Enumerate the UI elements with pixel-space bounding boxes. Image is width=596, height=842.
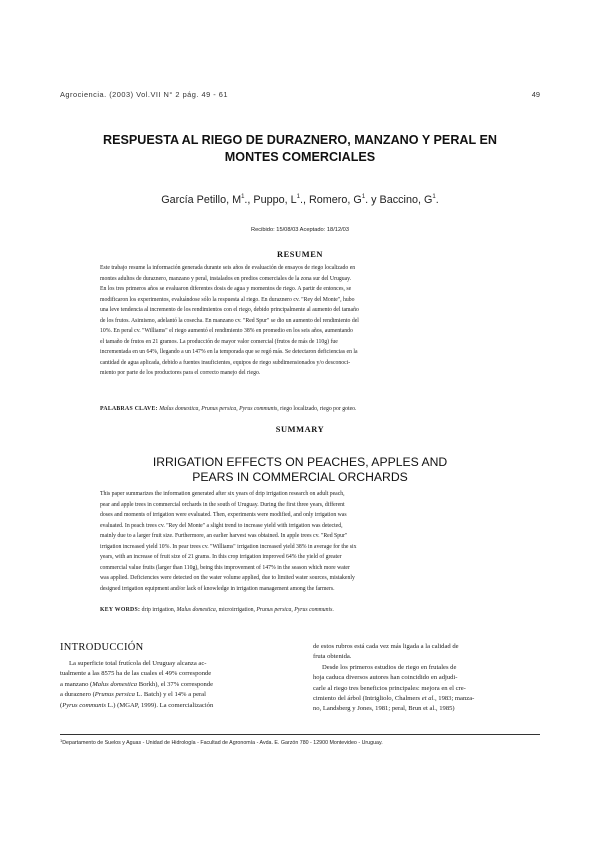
- intro-right-column: [313, 642, 545, 715]
- affiliation-mark: 1: [432, 194, 436, 200]
- introduccion-heading: INTRODUCCIÓN: [60, 642, 144, 653]
- footnote-divider: [60, 734, 540, 735]
- text-run: (: [60, 701, 63, 709]
- key-words: [100, 605, 500, 615]
- author-end: .: [435, 194, 439, 206]
- text-run: a manzano (: [60, 680, 93, 688]
- author-1: García Petillo, M: [161, 194, 242, 206]
- text-run: L. Batch) y el 14% a peral: [134, 691, 206, 699]
- body-line: de estos rubros está cada vez más ligada a la calidad de: [313, 643, 459, 650]
- abstract-line: montes adultos de duraznero, manzano y peral, instalados en predios comerciales de la zona sur del Uruguay.: [100, 275, 352, 282]
- species-name: Malus domestica: [92, 680, 138, 688]
- keywords-species: Malus domestica: [176, 607, 216, 613]
- journal-citation: Agrociencia. (2003) Vol.VII N° 2 pág. 49 - 61: [60, 90, 229, 99]
- keywords-species: Prunus persica, Pyrus communis: [256, 607, 333, 613]
- english-title-line-1: IRRIGATION EFFECTS ON PEACHES, APPLES AND: [152, 455, 448, 469]
- summary-line: pear and apple trees in commercial orchards in the south of Uruguay. During the first three years, different: [100, 501, 345, 508]
- keywords-text: .: [332, 607, 334, 613]
- affiliation-footnote: [60, 738, 540, 746]
- summary-line: mainly due to a larger fruit size. Furthermore, an earlier harvest was obtained. In apple trees cv. "Red Spur": [100, 533, 348, 540]
- received-accepted-dates: Recibido: 15/08/03 Aceptado: 18/12/03: [250, 227, 350, 233]
- keywords-species: Malus domestica, Prunus persica, Pyrus communis: [159, 406, 278, 412]
- author-list: [60, 194, 540, 206]
- body-line: no, Landsberg y Jones, 1981; peral, Brun et al., 1985): [313, 705, 455, 713]
- body-line: [60, 701, 292, 711]
- body-line: [60, 690, 292, 700]
- text-run: , 1983; manza-: [434, 695, 475, 703]
- affiliation-mark: 1: [361, 194, 366, 200]
- running-header: [60, 90, 540, 100]
- text-run: Borkh), el 37% corresponde: [137, 680, 214, 688]
- intro-left-column: [60, 659, 292, 711]
- summary-line: years, with an increase of fruit size of 21 grams. In this crop irrigation improved 64% the yield of greater: [100, 554, 342, 561]
- summary-abstract: [100, 489, 496, 594]
- et-al: et al.: [421, 695, 435, 703]
- english-title-line-2: PEARS IN COMMERCIAL ORCHARDS: [192, 470, 408, 484]
- summary-line: commercial value fruits (larger than 110g), being this improvement of 147% in the season which more water: [100, 564, 350, 571]
- abstract-line: 10%. En peral cv. "Williams" el riego aumentó el rendimiento 38% en promedio en los seis años, aumentando: [100, 328, 353, 335]
- body-line: [60, 680, 292, 690]
- summary-line: doses and moments of irrigation were evaluated. Then, experiments were modified, and only irrigation was: [100, 512, 347, 519]
- keywords-rest: , riego localizado, riego por goteo.: [277, 406, 357, 412]
- footnote-mark: 1: [60, 738, 63, 743]
- abstract-line: Este trabajo resume la información generada durante seis años de evaluación de ensayos de riego localizado en: [100, 265, 356, 271]
- body-line: carle al riego tres beneficios principales: mejora en el cre-: [313, 684, 466, 692]
- body-line: tualmente a las 8575 ha de las cuales el 49% corresponde: [60, 670, 212, 678]
- keywords-label: KEY WORDS:: [100, 607, 141, 613]
- abstract-line: una leve tendencia al incremento de los rendimientos con el riego, debido principalmente al aumento del tamaño: [100, 307, 359, 314]
- page-number: 49: [531, 90, 540, 99]
- summary-heading: SUMMARY: [275, 425, 325, 434]
- author-3: ., Romero, G: [300, 194, 362, 206]
- abstract-line: el tamaño de frutos en 21 gramos. La producción de mayor valor comercial (frutos de más de 110g) fue: [100, 338, 338, 345]
- species-name: Prunus persica: [94, 691, 135, 699]
- text-run: cimiento del árbol (Intrigliolo, Chalmers: [313, 695, 422, 703]
- author-2: ., Puppo, L: [244, 194, 297, 206]
- affiliation-mark: 1: [241, 194, 245, 200]
- affiliation-mark: 1: [296, 194, 300, 200]
- english-title: [60, 455, 540, 485]
- summary-line: was applied. Deficiencies were detected on the water volume applied, due to limited water sources, mistakenly: [100, 575, 355, 582]
- abstract-line: de los frutos. Asimismo, adelantó la cosecha. En manzano cv. "Red Spur" se dio un aumento del rendimiento del: [100, 317, 359, 324]
- resumen-heading: RESUMEN: [276, 250, 324, 259]
- body-line: [313, 694, 545, 704]
- abstract-line: modificaron los experimentos, evaluándose sólo la respuesta al riego. En duraznero cv. "Rey del Monte", hubo: [100, 296, 355, 303]
- body-line: hoja caduca diversos autores han coincidido en adjudi-: [313, 674, 458, 682]
- abstract-line: En los tres primeros años se evaluaron diferentes dosis de agua y momentos de riego. A partir de entonces, se: [100, 286, 352, 293]
- keywords-label: PALABRAS CLAVE:: [100, 406, 158, 412]
- author-4: . y Baccino, G: [365, 194, 433, 206]
- text-run: a duraznero (: [60, 691, 95, 699]
- resumen-abstract: [100, 263, 496, 379]
- paper-title-line-2: MONTES COMERCIALES: [224, 150, 376, 164]
- abstract-line: cantidad de agua aplicada, debido a fuentes insuficientes, equipos de riego subdimensionados y/o desconoci-: [100, 359, 351, 366]
- keywords-text: , microirrigation,: [215, 607, 257, 613]
- footnote-text: Departamento de Suelos y Aguas - Unidad de Hidrología - Facultad de Agronomía - Avda. E. Garzón 780 - 12900 Montevideo - Uruguay.: [62, 740, 383, 746]
- keywords-text: drip irrigation,: [140, 607, 177, 613]
- summary-line: This paper summarizes the information generated after six years of drip irrigation research on adult peach,: [100, 491, 345, 497]
- abstract-line: miento por parte de los productores para el correcto manejo del riego.: [100, 370, 261, 377]
- paper-title-line-1: RESPUESTA AL RIEGO DE DURAZNERO, MANZANO Y PERAL EN: [103, 133, 497, 147]
- summary-line: evaluated. In peach trees cv. "Rey del Monte" a slight trend to increase yield with irrigation was detected,: [100, 522, 343, 529]
- text-run: L.) (MGAP, 1999). La comercialización: [105, 701, 214, 709]
- body-line: Desde los primeros estudios de riego en frutales de: [322, 663, 457, 671]
- summary-line: designed irrigation equipment and/or lack of knowledge in irrigation management among the farmers.: [100, 585, 335, 592]
- body-line: fruta obtenida.: [313, 653, 352, 661]
- abstract-line: incrementada en un 64%, llegando a un 147% en la temporada que se regó más. Se detectaron deficiencias en la: [100, 349, 358, 356]
- summary-line: irrigation increased yield 10%. In pear trees cv. "Williams" irrigation increased yield 38% in average for the six: [100, 543, 357, 550]
- species-name: Pyrus communis: [62, 701, 106, 709]
- palabras-clave: [100, 404, 500, 414]
- body-line: La superficie total frutícola del Uruguay alcanza ac-: [69, 660, 207, 667]
- paper-title: [60, 132, 540, 166]
